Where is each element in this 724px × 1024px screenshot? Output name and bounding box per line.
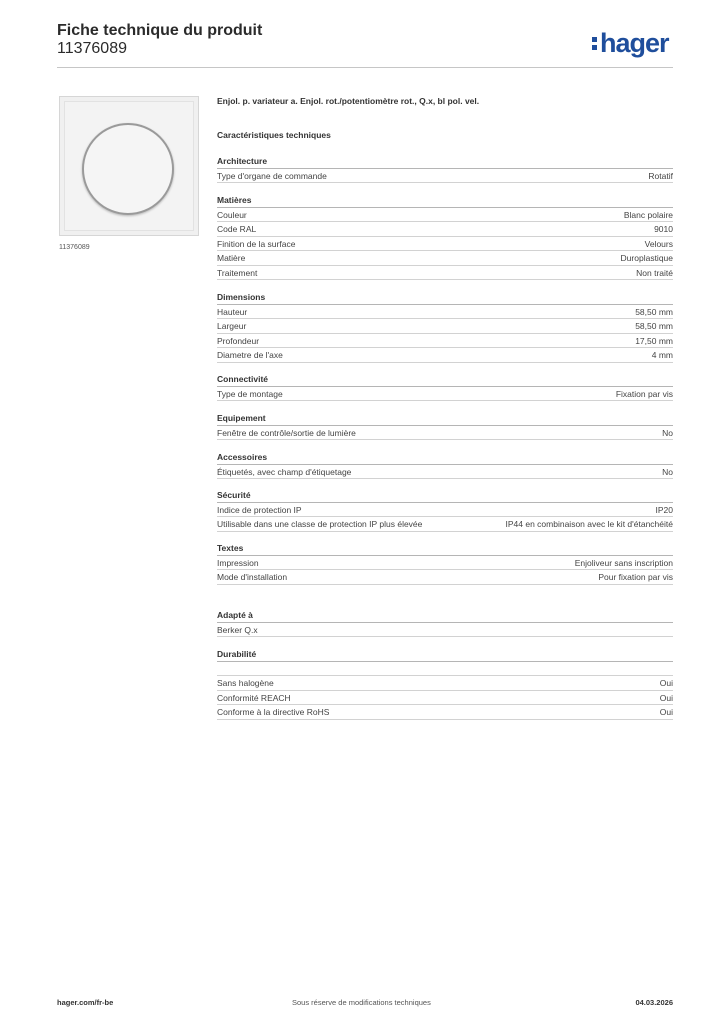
spec-section — [217, 372, 673, 401]
page-title: Fiche technique du produit — [57, 22, 263, 39]
spec-value: 58,50 mm — [635, 321, 673, 331]
hager-logo[interactable] — [590, 28, 669, 58]
spec-label: Code RAL — [217, 224, 257, 234]
spec-value: No — [662, 466, 673, 477]
spec-row — [217, 222, 673, 237]
spec-label: Conforme à la directive RoHS — [217, 707, 330, 717]
spec-row — [217, 387, 673, 402]
spec-value: 9010 — [654, 224, 673, 234]
spec-row — [217, 517, 673, 532]
product-description: Enjol. p. variateur a. Enjol. rot./potentiomètre rot., Q.x, bl pol. vel. — [217, 96, 480, 106]
spec-label: Indice de protection IP — [217, 504, 302, 515]
product-image — [59, 96, 199, 236]
spec-row — [217, 237, 673, 252]
section-heading: Adapté à — [217, 608, 673, 623]
spec-label: Fenêtre de contrôle/sortie de lumière — [217, 427, 356, 438]
footer-date: 04.03.2026 — [635, 998, 673, 1007]
spec-value: Velours — [644, 238, 673, 249]
spec-value: Oui — [659, 707, 673, 717]
spec-section — [217, 411, 673, 440]
spec-section — [217, 647, 673, 720]
spec-label: Largeur — [217, 321, 247, 331]
spec-row — [217, 465, 673, 480]
spec-label: Conformité REACH — [217, 692, 291, 703]
spec-row — [217, 266, 673, 281]
spec-row — [217, 691, 673, 706]
spec-value: Fixation par vis — [615, 388, 673, 399]
spec-value: Oui — [659, 692, 673, 703]
spec-value: Non traité — [636, 267, 673, 278]
section-heading: Sécurité — [217, 488, 673, 503]
spec-row — [217, 169, 673, 184]
spec-value: Duroplastique — [620, 253, 673, 263]
spec-label: Type de montage — [217, 388, 283, 399]
spec-label: Étiquetés, avec champ d'étiquetage — [217, 466, 352, 477]
spec-row — [217, 251, 673, 266]
spec-label: Couleur — [217, 209, 247, 220]
spec-value: 17,50 mm — [635, 335, 673, 346]
spec-label: Traitement — [217, 267, 258, 278]
spec-label: Sans halogène — [217, 678, 274, 688]
spec-row — [217, 348, 673, 363]
spec-value: 58,50 mm — [635, 306, 673, 317]
spec-section — [217, 541, 673, 585]
section-heading: Connectivité — [217, 372, 673, 387]
spec-section — [217, 488, 673, 532]
logo-colon-icon — [590, 33, 600, 53]
spec-value: Enjoliveur sans inscription — [574, 557, 673, 568]
spec-value: Blanc polaire — [623, 209, 673, 220]
section-heading: Textes — [217, 541, 673, 556]
spec-title: Caractéristiques techniques — [217, 130, 331, 140]
spec-row — [217, 503, 673, 518]
section-heading: Durabilité — [217, 647, 673, 662]
spec-value: No — [662, 427, 673, 438]
spec-row — [217, 623, 673, 638]
spec-label: Finition de la surface — [217, 238, 296, 249]
spec-row — [217, 319, 673, 334]
footer-notice: Sous réserve de modifications techniques — [292, 998, 431, 1007]
section-heading: Dimensions — [217, 290, 673, 305]
spec-section — [217, 193, 673, 280]
logo-text: hager — [600, 28, 669, 58]
spec-row — [217, 556, 673, 571]
spec-row — [217, 705, 673, 720]
footer-website[interactable]: hager.com/fr-be — [57, 998, 114, 1007]
spec-label: Impression — [217, 557, 259, 568]
spec-label: Hauteur — [217, 306, 248, 317]
product-code: 11376089 — [57, 40, 127, 57]
spec-label: Mode d'installation — [217, 572, 288, 582]
spec-label: Diametre de l'axe — [217, 350, 283, 360]
spec-row — [217, 662, 673, 677]
spec-value: Pour fixation par vis — [598, 572, 673, 582]
spec-section — [217, 450, 673, 479]
spec-row — [217, 570, 673, 585]
spec-row — [217, 208, 673, 223]
image-caption: 11376089 — [59, 244, 90, 251]
spec-value: IP20 — [655, 504, 673, 515]
spec-section — [217, 290, 673, 363]
spec-value: Rotatif — [648, 170, 673, 181]
header-divider — [57, 67, 673, 68]
spec-section — [217, 608, 673, 637]
section-heading: Equipement — [217, 411, 673, 426]
spec-label: Profondeur — [217, 335, 260, 346]
spec-label: Matière — [217, 253, 246, 263]
section-heading: Architecture — [217, 154, 673, 169]
spec-value: Oui — [659, 678, 673, 688]
spec-section — [217, 154, 673, 183]
spec-value: IP44 en combinaison avec le kit d'étanchéité — [505, 519, 673, 529]
spec-row — [217, 676, 673, 691]
spec-row — [217, 334, 673, 349]
spec-label: Type d'organe de commande — [217, 170, 327, 181]
section-heading: Accessoires — [217, 450, 673, 465]
rotary-knob-icon — [82, 123, 174, 215]
spec-row — [217, 426, 673, 441]
spec-label: Berker Q.x — [217, 624, 258, 635]
section-heading: Matières — [217, 193, 673, 208]
spec-value: 4 mm — [651, 350, 673, 360]
spec-label: Utilisable dans une classe de protection IP plus élevée — [217, 519, 423, 529]
spec-row — [217, 305, 673, 320]
